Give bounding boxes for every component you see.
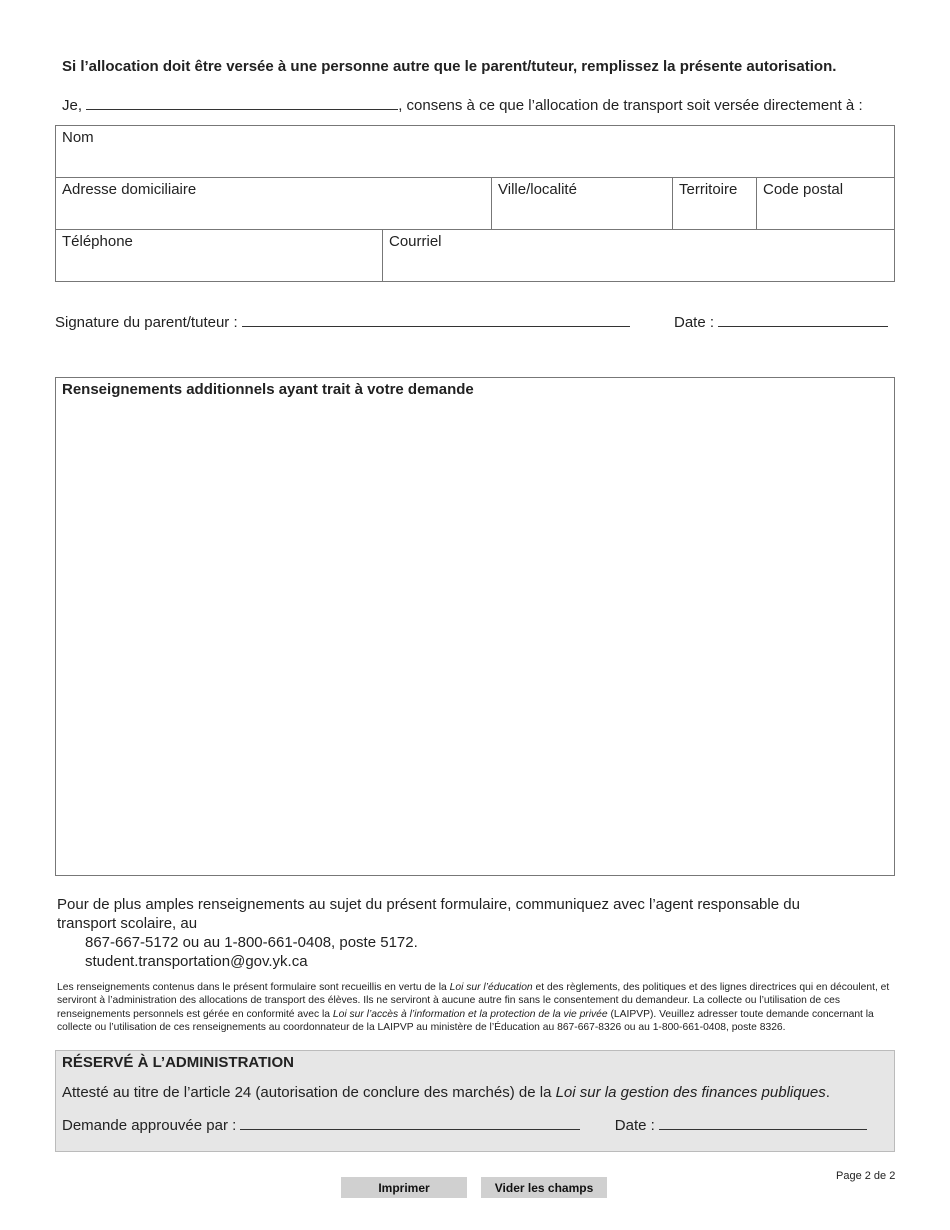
territory-field[interactable] bbox=[673, 178, 757, 230]
additional-info-title: Renseignements additionnels ayant trait à votre demande bbox=[62, 381, 474, 398]
postal-code-label: Code postal bbox=[763, 181, 844, 198]
admin-section bbox=[55, 1050, 895, 1152]
privacy-text-1: Les renseignements contenus dans le présent formulaire sont recueillis en vertu de la bbox=[57, 982, 450, 993]
approved-by-field[interactable] bbox=[240, 1115, 580, 1130]
consent-name-field[interactable] bbox=[86, 95, 398, 110]
parent-signature-label: Signature du parent/tuteur : bbox=[55, 314, 238, 331]
privacy-law-atipp: Loi sur l’accès à l’information et la protection de la vie privée bbox=[332, 1008, 608, 1020]
contact-intro: Pour de plus amples renseignements au sujet du présent formulaire, communiquez avec l’agent responsable du transport scolaire, au bbox=[57, 896, 800, 932]
postal-code-field[interactable] bbox=[757, 178, 895, 230]
additional-info-field[interactable] bbox=[55, 377, 895, 876]
signature-date-field[interactable] bbox=[718, 312, 888, 327]
payee-fields-table bbox=[55, 125, 895, 282]
attest-suffix: . bbox=[825, 1084, 830, 1101]
city-label: Ville/localité bbox=[498, 181, 577, 198]
contact-email: student.transportation@gov.yk.ca bbox=[85, 953, 308, 970]
name-label: Nom bbox=[62, 129, 94, 146]
phone-label: Téléphone bbox=[62, 233, 133, 250]
city-field[interactable] bbox=[492, 178, 673, 230]
admin-date-field[interactable] bbox=[659, 1115, 867, 1130]
name-field[interactable] bbox=[56, 126, 895, 178]
contact-phone: 867-667-5172 ou au 1-800-661-0408, poste 5172. bbox=[85, 934, 418, 951]
page-number: Page 2 de 2 bbox=[836, 1170, 896, 1182]
phone-field[interactable] bbox=[56, 230, 383, 282]
email-field[interactable] bbox=[383, 230, 895, 282]
privacy-text-2: et des règlements, des politiques et des lignes directrices qui en découlent, et serviront à l’administration des allocations de transport des élèves. Ils ne serviront à aucune autre fin sans le consentement du demandeur. La collecte ou l’utilisation de ces renseignements personnels est gérée en conformité avec la bbox=[57, 982, 890, 1020]
admin-attestation bbox=[62, 1084, 830, 1101]
authorization-heading: Si l’allocation doit être versée à une personne autre que le parent/tuteur, remplissez la présente autorisation. bbox=[62, 58, 837, 75]
consent-suffix: , consens à ce que l’allocation de transport soit versée directement à : bbox=[398, 97, 863, 114]
territory-label: Territoire bbox=[679, 181, 738, 198]
attest-law: Loi sur la gestion des finances publiques bbox=[555, 1084, 826, 1101]
contact-info bbox=[57, 895, 857, 971]
signature-date-label: Date : bbox=[674, 314, 715, 331]
consent-prefix: Je, bbox=[62, 97, 83, 114]
parent-signature-row bbox=[55, 312, 630, 331]
attest-text: Attesté au titre de l’article 24 (autorisation de conclure des marchés) de la bbox=[62, 1084, 556, 1101]
privacy-text-3: (LAIPVP). Veuillez adresser toute demande concernant la collecte ou l’utilisation de ces renseignements au coordonnateur de la LAIPVP au ministère de l’Éducation au 867-667-8326 ou au 1-800-661-0408, poste 8326. bbox=[57, 1008, 874, 1034]
print-button[interactable]: Imprimer bbox=[341, 1177, 467, 1198]
privacy-law-education: Loi sur l’éducation bbox=[449, 982, 533, 993]
admin-title: RÉSERVÉ À L’ADMINISTRATION bbox=[62, 1054, 294, 1071]
consent-statement bbox=[62, 95, 863, 114]
admin-approval-row bbox=[62, 1115, 867, 1134]
email-label: Courriel bbox=[389, 233, 442, 250]
clear-fields-button[interactable]: Vider les champs bbox=[481, 1177, 607, 1198]
parent-signature-field[interactable] bbox=[242, 312, 630, 327]
approved-by-label: Demande approuvée par : bbox=[62, 1117, 237, 1134]
address-field[interactable] bbox=[56, 178, 492, 230]
admin-date-label: Date : bbox=[614, 1117, 655, 1134]
privacy-notice bbox=[57, 981, 895, 1035]
address-label: Adresse domiciliaire bbox=[62, 181, 197, 198]
signature-date-row bbox=[674, 312, 888, 331]
